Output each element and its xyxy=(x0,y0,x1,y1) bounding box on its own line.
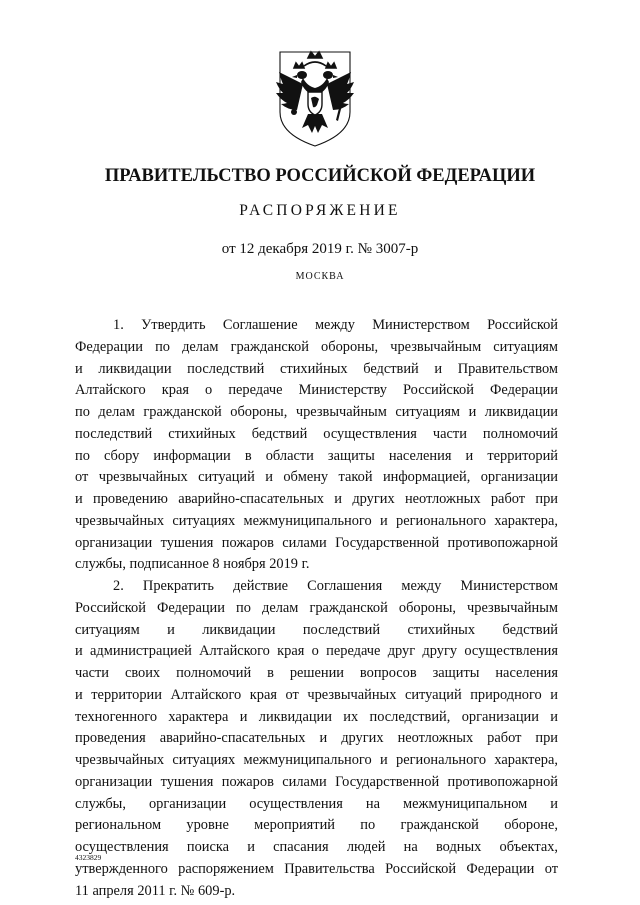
text-line: организации тушения пожаров силами Государственной противопожарной xyxy=(75,773,558,790)
text-line: утвержденного распоряжением Правительства Российской Федерации от xyxy=(75,860,558,877)
text-line: техногенного характера и ликвидации их последствий, организации и xyxy=(75,708,558,725)
city-name: МОСКВА xyxy=(295,271,345,282)
text-line: региональном уровне мероприятий по гражданской обороне, xyxy=(75,817,558,834)
text-line: ситуациям и ликвидации последствий стихийных бедствий xyxy=(75,621,558,638)
date-and-number: от 12 декабря 2019 г. № 3007-р xyxy=(221,241,419,257)
text-line: по делам гражданской обороны, чрезвычайным ситуациям и ликвидации xyxy=(75,404,558,420)
text-line: от чрезвычайных ситуаций и обмену такой информацией, организации xyxy=(75,469,558,486)
text-line: организации тушения пожаров силами Государственной противопожарной xyxy=(75,534,558,551)
text-line: последствий стихийных бедствий осуществления части полномочий xyxy=(75,425,558,442)
text-line: 1. Утвердить Соглашение между Министерством Российской xyxy=(113,317,558,333)
text-line: службы, организации осуществления на межмуниципальном и xyxy=(75,795,558,812)
text-line: чрезвычайных ситуациях межмуниципального и регионального характера, xyxy=(75,752,558,768)
text-line: проведения аварийно-спасательных и других неотложных работ при xyxy=(75,730,558,747)
text-line: и ликвидации последствий стихийных бедствий и Правительством xyxy=(75,360,558,377)
document-body xyxy=(75,315,558,902)
text-line: 2. Прекратить действие Соглашения между Министерством xyxy=(113,578,558,594)
text-line: службы, подписанное 8 ноября 2019 г. xyxy=(75,556,310,573)
document-type: РАСПОРЯЖЕНИЕ xyxy=(239,202,401,219)
government-title: ПРАВИТЕЛЬСТВО РОССИЙСКОЙ ФЕДЕРАЦИИ xyxy=(104,166,536,186)
paragraph-2 xyxy=(75,576,558,902)
text-line: и проведению аварийно-спасательных и других неотложных работ при xyxy=(75,491,558,507)
text-line: Федерации по делам гражданской обороны, чрезвычайным ситуациям xyxy=(75,338,558,355)
document-code: 4323829 xyxy=(75,853,102,862)
text-line: осуществления поиска и спасания людей на водных объектах, xyxy=(75,839,558,855)
text-line: Алтайского края о передаче Министерству Российской Федерации xyxy=(75,382,558,399)
text-line: и территории Алтайского края от чрезвычайных ситуаций природного и xyxy=(75,686,558,703)
text-line: по сбору информации в области защиты населения и территорий xyxy=(75,447,558,464)
double-headed-eagle-icon xyxy=(272,48,358,148)
text-line: Российской Федерации по делам гражданской обороны, чрезвычайным xyxy=(75,599,558,616)
paragraph-1 xyxy=(75,315,558,576)
text-line: и администрацией Алтайского края о передаче друг другу осуществления xyxy=(75,643,558,660)
text-line: чрезвычайных ситуациях межмуниципального и регионального характера, xyxy=(75,512,558,529)
text-line: 11 апреля 2011 г. № 609-р. xyxy=(75,882,236,899)
text-line: части своих полномочий в решении вопросов защиты населения xyxy=(75,665,558,681)
